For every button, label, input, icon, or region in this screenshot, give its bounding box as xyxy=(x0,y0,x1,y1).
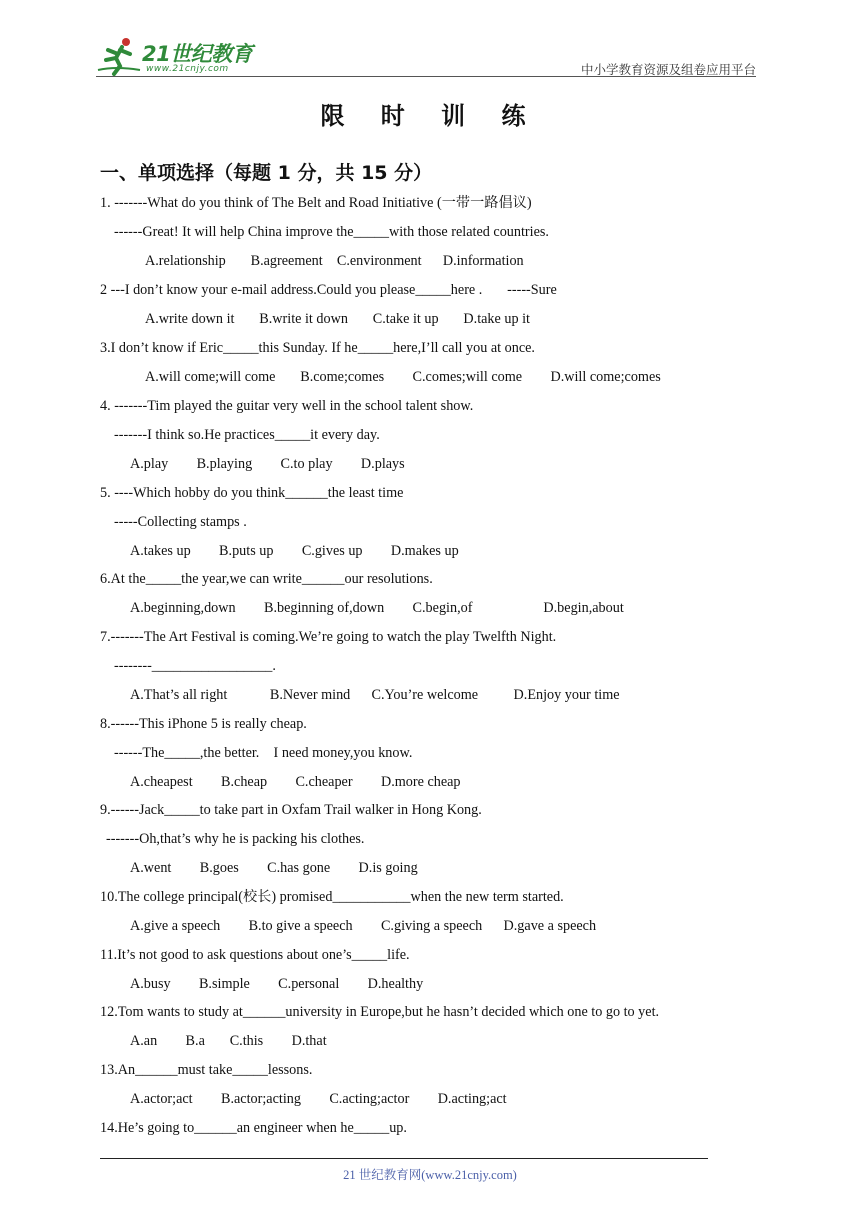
options-line: A.busy B.simple C.personal D.healthy xyxy=(130,976,424,992)
question-line: 3.I don’t know if Eric_____this Sunday. If he_____here,I’ll call you at once. xyxy=(100,340,535,356)
question-line: -------Oh,that’s why he is packing his clothes. xyxy=(106,831,365,847)
question-line: --------_________________. xyxy=(114,658,276,674)
options-line: A.play B.playing C.to play D.plays xyxy=(130,456,405,472)
question-line: ------The_____,the better. I need money,you know. xyxy=(114,745,413,761)
question-line: 2 ---I don’t know your e-mail address.Could you please_____here . -----Sure xyxy=(100,282,557,298)
logo-text: 21世纪教育 xyxy=(142,42,253,66)
options-line: A.That’s all right B.Never mind C.You’re welcome D.Enjoy your time xyxy=(130,687,620,703)
site-logo xyxy=(96,36,266,80)
question-line: ------Great! It will help China improve the_____with those related countries. xyxy=(114,224,549,240)
options-line: A.takes up B.puts up C.gives up D.makes up xyxy=(130,543,459,559)
question-line: 4. -------Tim played the guitar very well in the school talent show. xyxy=(100,398,474,414)
options-line: A.cheapest B.cheap C.cheaper D.more cheap xyxy=(130,774,461,790)
platform-label: 中小学教育资源及组卷应用平台 xyxy=(580,62,756,77)
footer-text: 21 世纪教育网(www.21cnjy.com) xyxy=(343,1168,517,1182)
question-line: 7.-------The Art Festival is coming.We’re going to watch the play Twelfth Night. xyxy=(100,629,557,645)
runner-icon xyxy=(96,36,144,76)
section-heading: 一、单项选择（每题 1 分，共 15 分） xyxy=(100,162,433,184)
question-line: 1. -------What do you think of The Belt and Road Initiative (一带一路倡议) xyxy=(100,195,532,211)
question-line: 14.He’s going to______an engineer when he_____up. xyxy=(100,1120,407,1136)
options-line: A.will come;will come B.come;comes C.comes;will come D.will come;comes xyxy=(145,369,661,385)
question-line: 10.The college principal(校长) promised___________when the new term started. xyxy=(100,889,564,905)
question-line: -------I think so.He practices_____it every day. xyxy=(114,427,380,443)
options-line: A.beginning,down B.beginning of,down C.begin,of D.begin,about xyxy=(130,600,624,616)
options-line: A.went B.goes C.has gone D.is going xyxy=(130,860,418,876)
question-line: 13.An______must take_____lessons. xyxy=(100,1062,313,1078)
footer-divider xyxy=(100,1158,708,1159)
question-line: -----Collecting stamps . xyxy=(114,514,247,530)
options-line: A.write down it B.write it down C.take it up D.take up it xyxy=(145,311,530,327)
options-line: A.an B.a C.this D.that xyxy=(130,1033,327,1049)
question-line: 9.------Jack_____to take part in Oxfam Trail walker in Hong Kong. xyxy=(100,802,482,818)
options-line: A.give a speech B.to give a speech C.giving a speech D.gave a speech xyxy=(130,918,597,934)
options-line: A.actor;act B.actor;acting C.acting;actor D.acting;act xyxy=(130,1091,507,1107)
question-line: 12.Tom wants to study at______university in Europe,but he hasn’t decided which one to go to yet. xyxy=(100,1004,660,1020)
page-title: 限 时 训 练 xyxy=(320,102,540,130)
logo-url: www.21cnjy.com xyxy=(146,64,229,74)
question-line: 6.At the_____the year,we can write______our resolutions. xyxy=(100,571,433,587)
question-line: 5. ----Which hobby do you think______the least time xyxy=(100,485,404,501)
options-line: A.relationship B.agreement C.environment D.information xyxy=(145,253,524,269)
question-line: 8.------This iPhone 5 is really cheap. xyxy=(100,716,307,732)
question-line: 11.It’s not good to ask questions about one’s_____life. xyxy=(100,947,410,963)
header-divider xyxy=(96,76,756,77)
